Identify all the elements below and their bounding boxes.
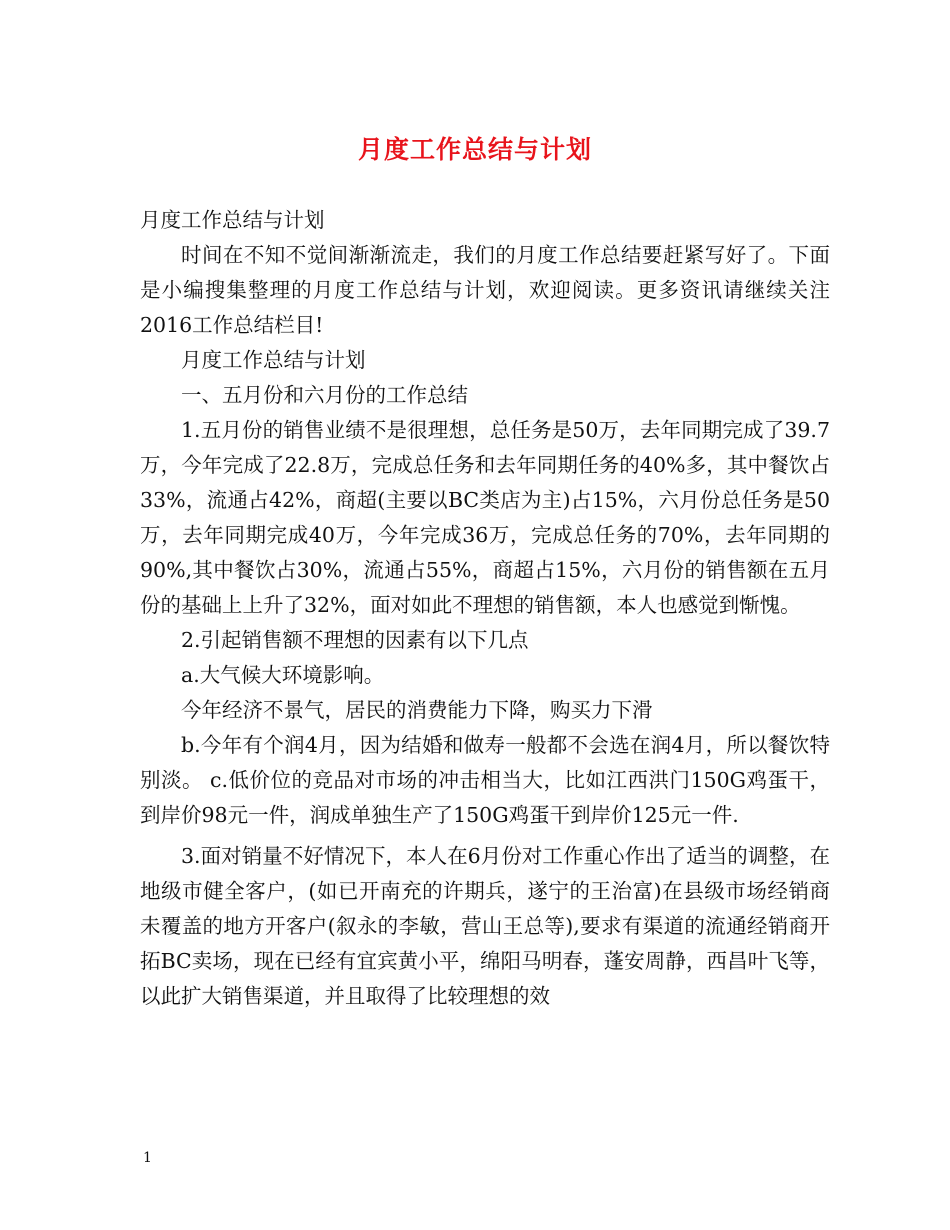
paragraph-item-2a-detail: 今年经济不景气，居民的消费能力下降，购买力下滑 <box>181 698 653 722</box>
paragraph-item-2: 2.引起销售额不理想的因素有以下几点 <box>181 628 529 652</box>
paragraph-item-2bc: b.今年有个润4月，因为结婚和做寿一般都不会选在润4月，所以餐饮特别淡。 c.低价位的竞品对市场的冲击相当大，比如江西洪门150G鸡蛋干，到岸价98元一件，润成单独生产了150G鸡蛋干到岸价125元一件. <box>140 733 830 827</box>
paragraph-item-2a: a.大气候大环境影响。 <box>181 663 385 687</box>
section-heading: 一、五月份和六月份的工作总结 <box>181 383 468 407</box>
paragraph-item-1: 1.五月份的销售业绩不是很理想，总任务是50万，去年同期完成了39.7万，今年完成了22.8万，完成总任务和去年同期任务的40%多，其中餐饮占33%，流通占42%，商超(主要以BC类店为主)占15%，六月份总任务是50万，去年同期完成40万，今年完成36万，完成总任务的70%，去年同期的90%,其中餐饮占30%，流通占55%，商超占15%，六月份的销售额在五月份的基础上上升了32%，面对如此不理想的销售额，本人也感觉到惭愧。 <box>140 418 830 617</box>
paragraph-item-3: 3.面对销量不好情况下，本人在6月份对工作重心作出了适当的调整，在地级市健全客户，(如已开南充的许期兵，遂宁的王治富)在县级市场经销商未覆盖的地方开客户(叙永的李敏，营山王总等),要求有渠道的流通经销商开拓BC卖场，现在已经有宜宾黄小平，绵阳马明春，蓬安周静，西昌叶飞等，以此扩大销售渠道，并且取得了比较理想的效 <box>140 844 830 1008</box>
page-number: 1 <box>143 1150 152 1166</box>
document-body <box>140 203 830 1014</box>
paragraph-subheading: 月度工作总结与计划 <box>181 348 366 372</box>
document-title: 月度工作总结与计划 <box>357 135 592 164</box>
paragraph-heading: 月度工作总结与计划 <box>140 208 325 232</box>
paragraph-intro: 时间在不知不觉间渐渐流走，我们的月度工作总结要赶紧写好了。下面是小编搜集整理的月度工作总结与计划，欢迎阅读。更多资讯请继续关注2016工作总结栏目! <box>140 243 830 337</box>
